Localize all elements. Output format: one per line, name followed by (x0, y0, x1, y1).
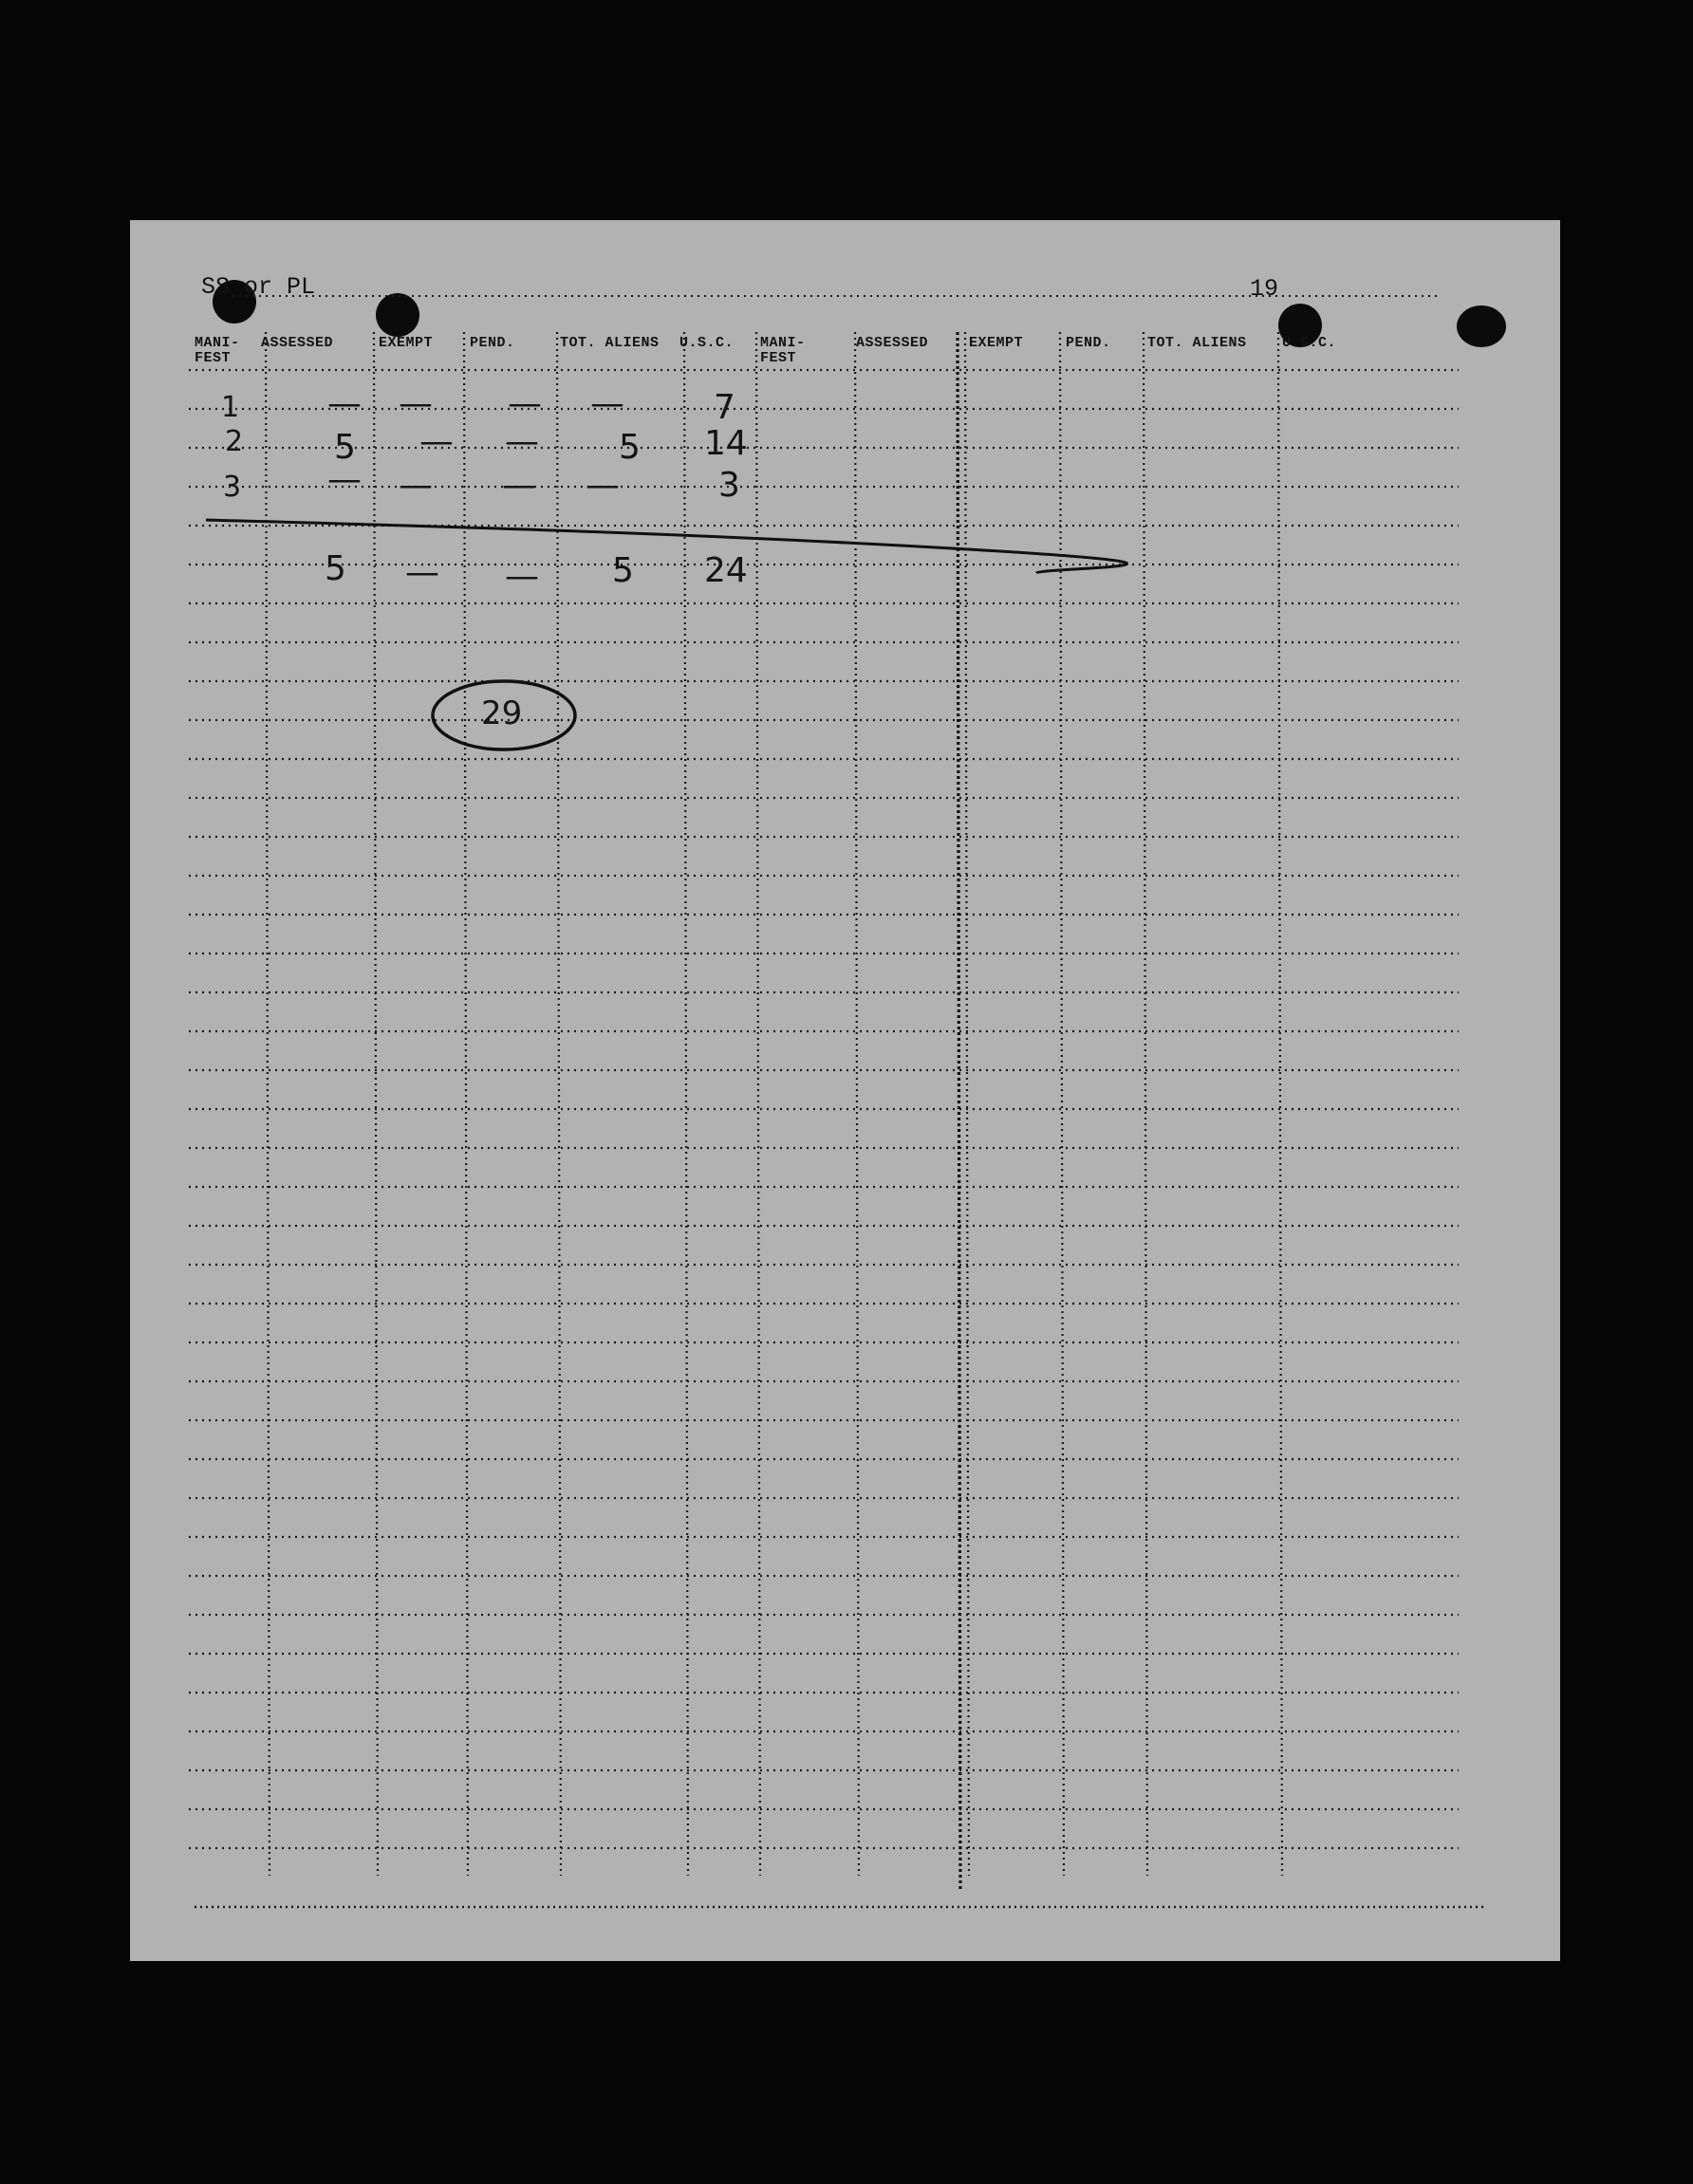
total-usc: 24 (704, 551, 748, 590)
entry-2-assessed: 5 (334, 428, 356, 467)
entry-3-tot-aliens: — (586, 466, 620, 505)
entry-1-manifest: 1 (221, 391, 240, 424)
total-assessed: 5 (325, 549, 346, 588)
grand-total: 29 (481, 694, 523, 732)
center-divider-line (958, 332, 960, 1890)
entry-2-tot-aliens: 5 (619, 428, 641, 467)
entry-3-pend: — (502, 466, 536, 505)
col-header-exempt-2: EXEMPT (969, 335, 1024, 351)
col-header-manifest: MANI- FEST (195, 335, 240, 366)
col-header-assessed-2: ASSESSED (856, 335, 929, 351)
total-pend: — (505, 557, 539, 596)
col-header-usc: U.S.C. (679, 335, 735, 351)
entry-1-exempt: — (399, 384, 433, 423)
total-tot-aliens: 5 (612, 551, 634, 590)
col-header-exempt: EXEMPT (379, 335, 434, 351)
entry-1-tot-aliens: — (590, 384, 624, 423)
entry-3-manifest: 3 (223, 471, 242, 504)
col-header-pend: PEND. (470, 335, 515, 351)
grid-column-line (855, 332, 859, 1876)
entry-3-usc: 3 (718, 466, 740, 505)
entry-1-assessed: — (327, 384, 362, 423)
col-header-assessed: ASSESSED (261, 335, 334, 351)
ss-or-pl-label: SS or PL (201, 273, 316, 301)
col-header-tot-aliens: TOT. ALIENS (560, 335, 660, 351)
entry-3-assessed: — (327, 460, 362, 499)
entry-2-usc: 14 (704, 424, 748, 463)
grid-column-line (464, 332, 468, 1876)
year-prefix-label: 19 (1250, 275, 1279, 303)
col-header-tot-aliens-2: TOT. ALIENS (1147, 335, 1247, 351)
grid-column-line (557, 332, 561, 1876)
grid-column-line (756, 332, 760, 1876)
manifest-summary-form (130, 220, 1560, 1961)
col-header-usc-2: U.S.C. (1282, 335, 1337, 351)
entry-2-pend: — (505, 422, 539, 461)
entry-3-exempt: — (399, 466, 433, 505)
entry-2-manifest: 2 (225, 425, 244, 458)
entry-2-exempt: — (419, 422, 454, 461)
entry-1-usc: 7 (714, 388, 735, 427)
col-header-manifest-2: MANI- FEST (760, 335, 806, 366)
total-exempt: — (405, 553, 439, 592)
entry-1-pend: — (508, 384, 542, 423)
col-header-pend-2: PEND. (1066, 335, 1111, 351)
